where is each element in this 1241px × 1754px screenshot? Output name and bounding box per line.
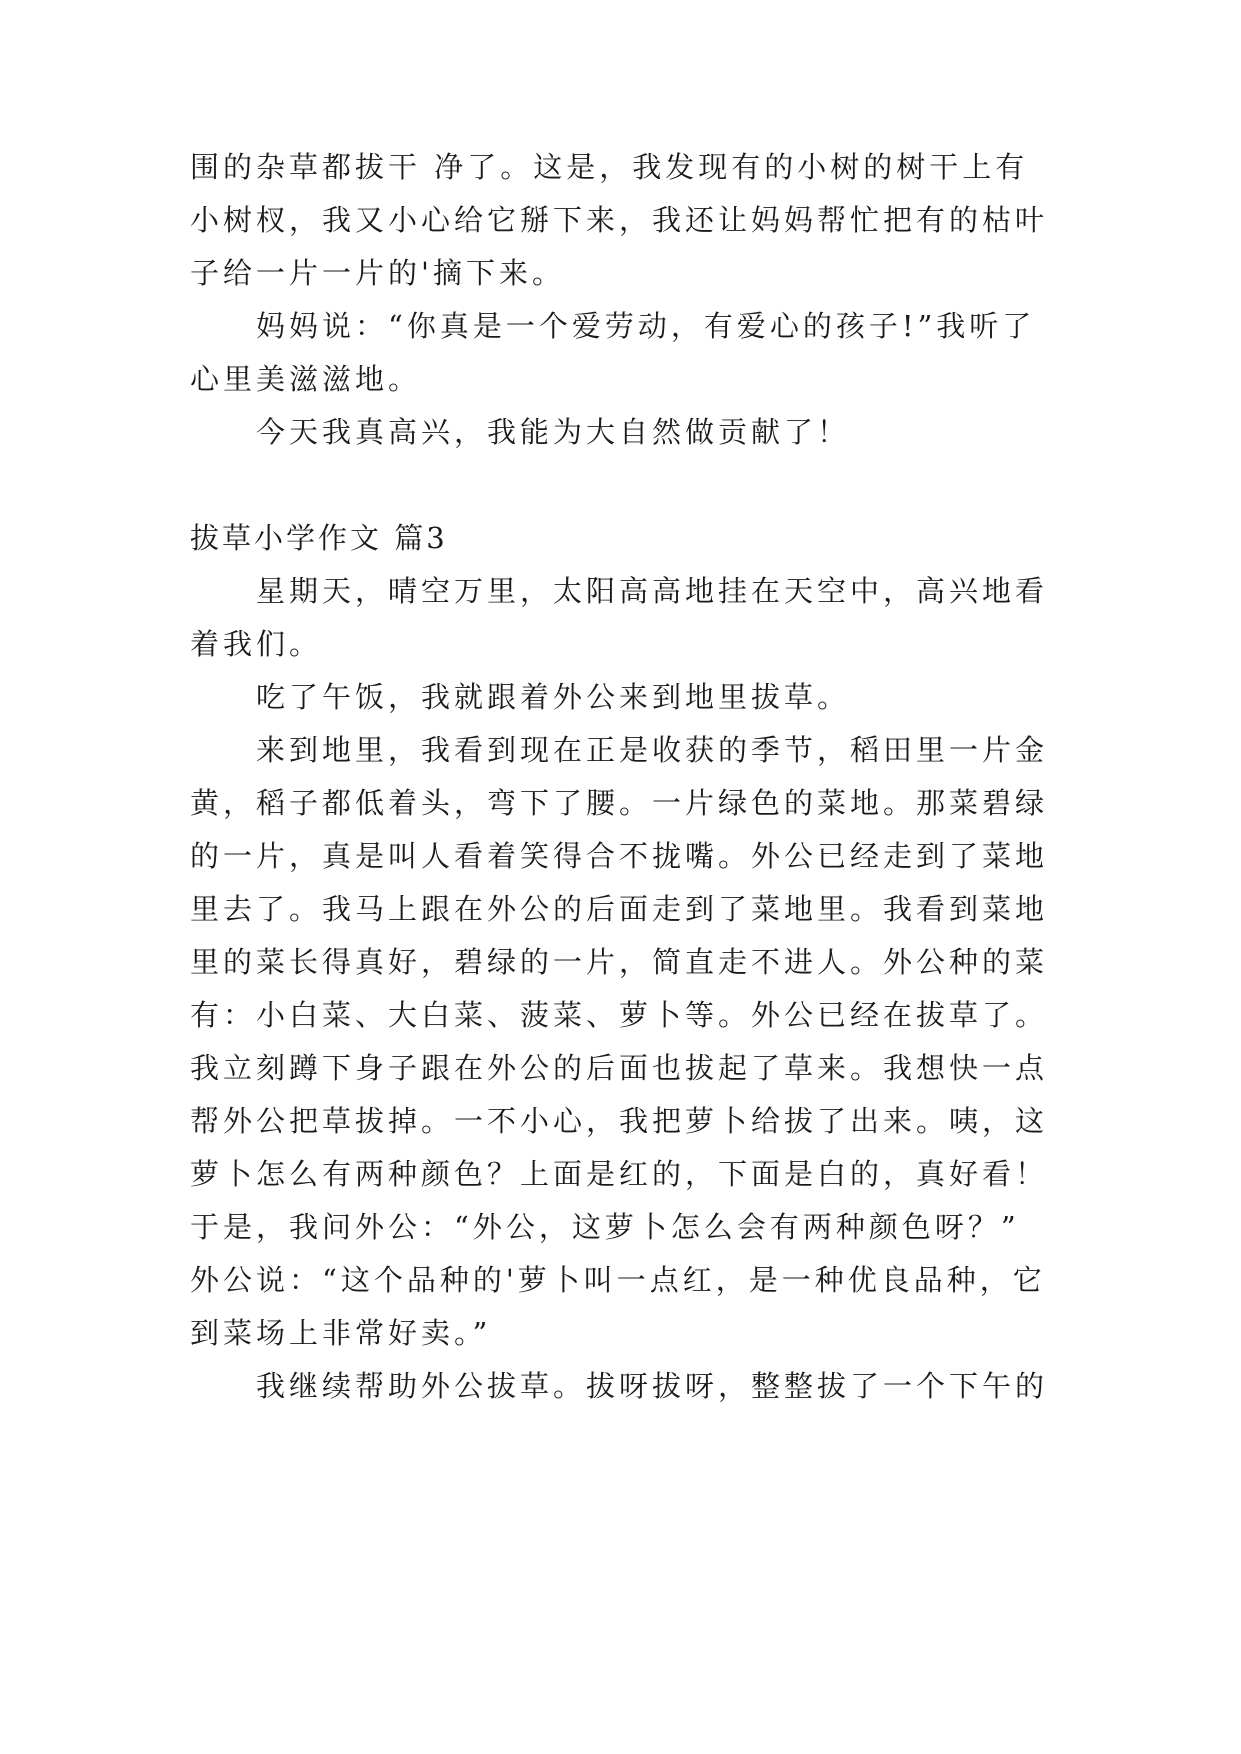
- text-line: 于是，我问外公：“外公，这萝卜怎么会有两种颜色呀？”: [190, 1210, 1020, 1244]
- paragraph-start-line: 今天我真高兴，我能为大自然做贡献了！: [256, 415, 851, 449]
- text-line: 有：小白菜、大白菜、菠菜、萝卜等。外公已经在拔草了。: [190, 998, 1049, 1032]
- text-line: 围的杂草都拔干 净了。这是，我发现有的小树的树干上有: [190, 150, 1029, 184]
- paragraph-start-line: 吃了午饭，我就跟着外公来到地里拔草。: [256, 680, 851, 714]
- text-line: 小树杈，我又小心给它掰下来，我还让妈妈帮忙把有的枯叶: [190, 203, 1049, 237]
- text-line: 里的菜长得真好，碧绿的一片，简直走不进人。外公种的菜: [190, 945, 1049, 979]
- text-line: 黄，稻子都低着头，弯下了腰。一片绿色的菜地。那菜碧绿: [190, 786, 1049, 820]
- text-line: 帮外公把草拔掉。一不小心，我把萝卜给拔了出来。咦，这: [190, 1104, 1049, 1138]
- paragraph-start-line: 我继续帮助外公拔草。拔呀拔呀，整整拔了一个下午的: [256, 1369, 1049, 1403]
- text-line: 子给一片一片的'摘下来。: [190, 256, 565, 290]
- text-line: 里去了。我马上跟在外公的后面走到了菜地里。我看到菜地: [190, 892, 1049, 926]
- paragraph-start-line: 星期天，晴空万里，太阳高高地挂在天空中，高兴地看: [256, 574, 1049, 608]
- text-line: 外公说：“这个品种的'萝卜叫一点红，是一种优良品种，它: [190, 1263, 1046, 1297]
- text-line: 我立刻蹲下身子跟在外公的后面也拔起了草来。我想快一点: [190, 1051, 1049, 1085]
- paragraph-start-line: 妈妈说：“你真是一个爱劳动，有爱心的孩子!”我听了: [256, 309, 1036, 343]
- text-line: 到菜场上非常好卖。”: [190, 1316, 492, 1350]
- text-line: 萝卜怎么有两种颜色？上面是红的，下面是白的，真好看！: [190, 1157, 1049, 1191]
- paragraph-start-line: 来到地里，我看到现在正是收获的季节，稻田里一片金: [256, 733, 1049, 767]
- text-line: 的一片，真是叫人看着笑得合不拢嘴。外公已经走到了菜地: [190, 839, 1049, 873]
- section-heading: 拔草小学作文 篇3: [190, 521, 448, 555]
- text-line: 着我们。: [190, 627, 323, 661]
- text-line: 心里美滋滋地。: [190, 362, 422, 396]
